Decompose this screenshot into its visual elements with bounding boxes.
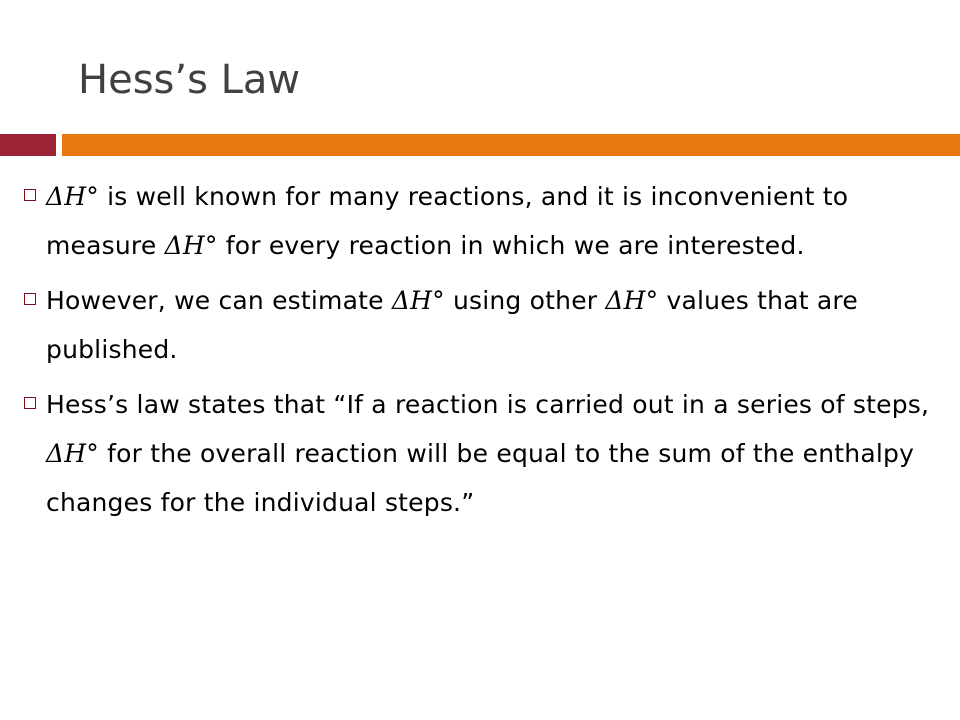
delta-h-symbol: ΔH° <box>605 286 659 315</box>
bullet-item <box>24 380 944 527</box>
bullet-text: using other <box>444 286 606 315</box>
delta-h-symbol: ΔH° <box>46 439 99 468</box>
delta-h-symbol: ΔH° <box>391 286 445 315</box>
bullet-item <box>24 172 944 270</box>
bullet-text: values that are published. <box>46 286 858 364</box>
accent-bar-orange <box>62 134 960 156</box>
bullet-list <box>24 172 944 533</box>
delta-h-symbol: ΔH° <box>164 231 218 260</box>
bullet-item <box>24 276 944 374</box>
square-bullet-icon <box>24 397 36 409</box>
bullet-text: for every reaction in which we are interested. <box>217 231 805 260</box>
bullet-text: However, we can estimate <box>46 286 392 315</box>
square-bullet-icon <box>24 189 36 201</box>
square-bullet-icon <box>24 293 36 305</box>
accent-bar-red <box>0 134 56 156</box>
bullet-text: is well known for many reactions, and it is inconvenient to measure <box>46 182 849 260</box>
delta-h-symbol: ΔH° <box>46 182 99 211</box>
slide-title: Hess’s Law <box>78 57 301 103</box>
bullet-text: for the overall reaction will be equal to the sum of the enthalpy changes for the individual steps.” <box>46 439 915 517</box>
bullet-text: Hess’s law states that “If a reaction is carried out in a series of steps, <box>46 390 930 419</box>
